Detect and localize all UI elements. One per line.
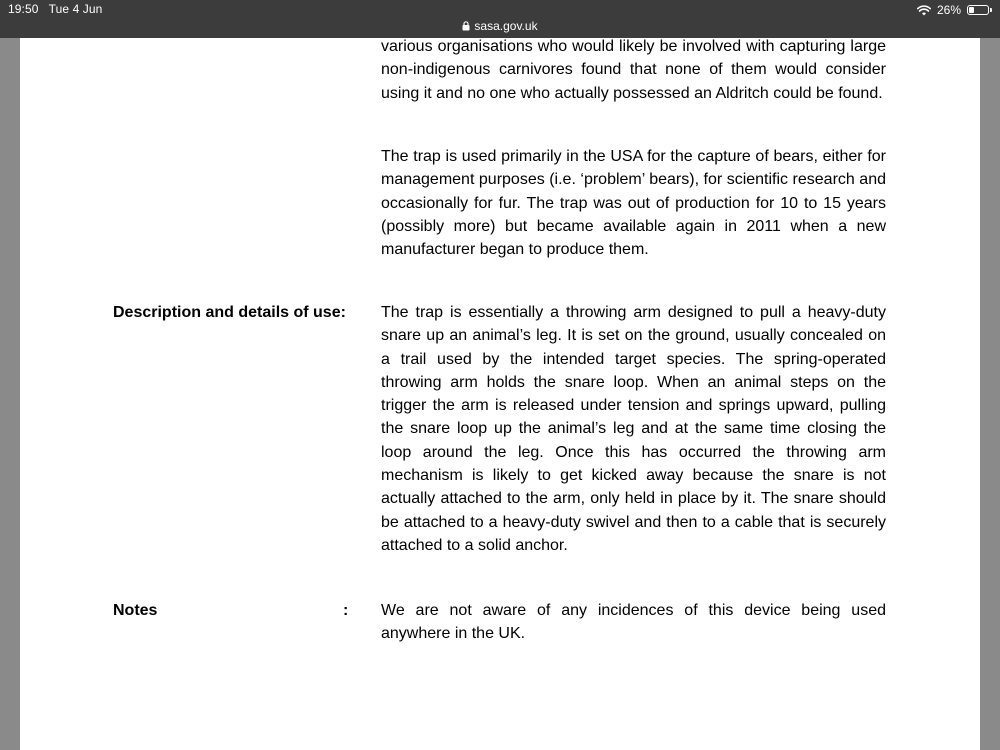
paragraph-2: The trap is used primarily in the USA for the capture of bears, either for management purposes (i.e. ‘problem’ bears), for scientific research and occasionally for fur. The trap was out of production for 10 to 15 years (possibly more) but became available again in 2011 when a new manufacturer began to produce them.: [381, 148, 886, 259]
battery-icon: [967, 5, 992, 15]
url-bar[interactable]: [0, 19, 1000, 33]
paragraph-1: various organisations who would likely be involved with capturing large non-indigenous carnivores found that none of them would consider using it and no one who actually possessed an Aldritch could be found.: [381, 38, 886, 102]
notes-text: We are not aware of any incidences of this device being used anywhere in the UK.: [381, 602, 886, 643]
status-time: [8, 2, 102, 16]
status-indicators: [917, 2, 992, 18]
notes-label: Notes: [113, 602, 158, 619]
date-label: Tue 4 Jun: [48, 2, 103, 16]
status-bar: [0, 0, 1000, 38]
notes-colon: :: [343, 602, 349, 619]
wifi-icon: [917, 5, 931, 16]
document-page: [20, 38, 980, 750]
time-label: 19:50: [8, 2, 39, 16]
battery-percent: 26%: [936, 3, 961, 17]
lock-icon: [462, 21, 470, 31]
url-text: sasa.gov.uk: [474, 19, 538, 33]
description-text: The trap is essentially a throwing arm designed to pull a heavy-duty snare up an animal’s leg. It is set on the ground, usually concealed on a trail used by the intended target species. The spring-operated throwing arm holds the snare loop. When an animal steps on the trigger the arm is released under tension and springs upward, pulling the snare loop up the animal’s leg and at the same time closing the loop around the leg. Once this has occurred the throwing arm mechanism is likely to get kicked away because the snare is not actually attached to the arm, only held in place by it. The snare should be attached to a heavy-duty swivel and then to a cable that is securely attached to a solid anchor.: [381, 304, 886, 554]
description-label: Description and details of use:: [113, 304, 346, 321]
